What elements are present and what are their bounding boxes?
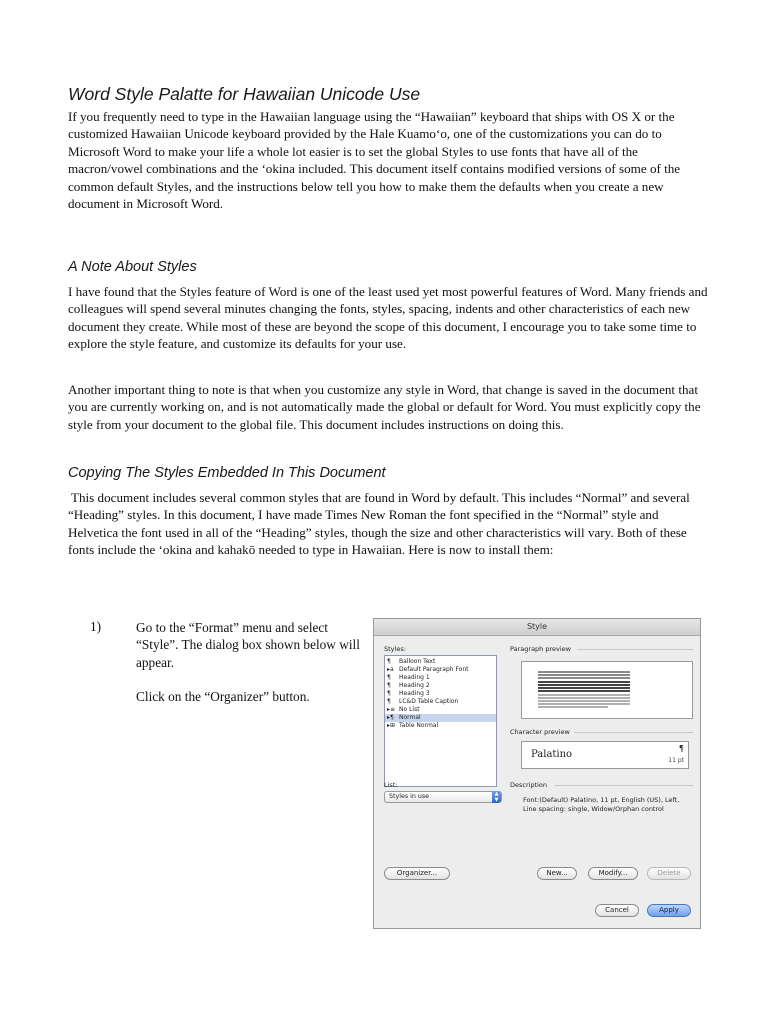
character-preview-size: 11 pt	[668, 757, 684, 764]
paragraph-preview-box	[521, 661, 693, 719]
style-name: Normal	[399, 714, 421, 721]
step-instruction-organizer: Click on the “Organizer” button.	[136, 689, 310, 705]
styles-note-paragraph-2: Another important thing to note is that when you customize any style in Word, that change is saved in the document that you are currently working on, and is not automatically made the global or default for Word. You must explicitly copy the style from your document to the global file. This document includes instructions on doing this.	[68, 382, 701, 432]
character-preview-font: Palatino	[531, 749, 573, 760]
divider	[555, 785, 693, 786]
style-type-icon: ▸a	[387, 666, 394, 673]
style-type-icon: ¶	[387, 658, 391, 665]
apply-button[interactable]: Apply	[647, 904, 691, 917]
style-list-item[interactable]	[385, 722, 496, 730]
section-heading-copying-styles: Copying The Styles Embedded In This Document	[68, 465, 386, 481]
character-preview-label: Character preview	[510, 728, 570, 736]
paragraph-mark-icon: ¶	[678, 744, 684, 753]
organizer-button[interactable]: Organizer...	[384, 867, 450, 880]
cancel-button[interactable]: Cancel	[595, 904, 639, 917]
description-label: Description	[510, 781, 548, 789]
divider	[577, 649, 693, 650]
list-select-value: Styles in use	[389, 793, 429, 800]
style-list-item[interactable]	[385, 690, 496, 698]
list-select[interactable]	[384, 791, 502, 803]
style-list-item[interactable]	[385, 706, 496, 714]
list-label: List:	[384, 781, 398, 789]
style-list-item[interactable]	[385, 714, 496, 722]
dialog-title-bar: Style	[374, 619, 700, 636]
paragraph-preview-sample	[522, 662, 692, 718]
style-type-icon: ▸¶	[387, 714, 394, 721]
style-name: Table Normal	[399, 722, 439, 729]
style-name: Heading 3	[399, 690, 430, 697]
style-type-icon: ▸≡	[387, 706, 396, 713]
style-list-item[interactable]	[385, 674, 496, 682]
step-instructions	[136, 619, 366, 706]
updown-arrows-icon: ▲ ▼	[492, 791, 501, 803]
style-list-item[interactable]	[385, 666, 496, 674]
style-type-icon: ¶	[387, 698, 391, 705]
style-name: Heading 1	[399, 674, 430, 681]
copying-styles-paragraph: This document includes several common styles that are found in Word by default. This includes “Normal” and several “Heading” styles. In this document, I have made Times New Roman the font specified in the “Normal” style and Helvetica the font used in all of the “Heading” styles, though the size and other characteristics will vary. Both of these fonts include the ‘okina and kahakō needed to type in Hawaiian. Here is now to install them:	[68, 490, 690, 558]
styles-label: Styles:	[384, 645, 406, 653]
style-type-icon: ¶	[387, 682, 391, 689]
intro-paragraph: If you frequently need to type in the Hawaiian language using the “Hawaiian” keyboard that ships with OS X or the customized Hawaiian Unicode keyboard provided by the Hale Kuamo‘o, one of the customizations you can do to Microsoft Word to make your life a whole lot easier is to set the global Styles to use fonts that have all of the macron/vowel combinations and the ‘okina included. This document itself contains modified versions of some of the common default Styles, and the instructions below tell you how to make them the defaults when you create a new document in Microsoft Word.	[68, 109, 681, 212]
style-name: Heading 2	[399, 682, 430, 689]
paragraph-preview-label: Paragraph preview	[510, 645, 571, 653]
new-button[interactable]: New...	[537, 867, 577, 880]
style-name: LC&D Table Caption	[399, 698, 459, 705]
style-dialog	[373, 618, 701, 929]
style-type-icon: ¶	[387, 690, 391, 697]
step-instruction-format-menu: Go to the “Format” menu and select “Style”. The dialog box shown below will appear.	[136, 620, 360, 670]
style-name: Balloon Text	[399, 658, 436, 665]
styles-list[interactable]	[384, 655, 497, 787]
styles-note-paragraph-1: I have found that the Styles feature of Word is one of the least used yet most powerful features of Word. Many friends and colleagues will spend several minutes changing the fonts, styles, spacing, indents and other characteristics of each new document they create. While most of these are beyond the scope of this document, I encourage you to take some time to explore the style feature, and customize its defaults for your use.	[68, 284, 708, 352]
document-title: Word Style Palatte for Hawaiian Unicode Use	[68, 84, 421, 104]
style-list-item[interactable]	[385, 658, 496, 666]
style-name: No List	[399, 706, 420, 713]
character-preview-box	[521, 741, 689, 769]
style-list-item[interactable]	[385, 698, 496, 706]
style-type-icon: ¶	[387, 674, 391, 681]
section-heading-styles-note: A Note About Styles	[68, 259, 197, 275]
style-list-item[interactable]	[385, 682, 496, 690]
step-number: 1)	[90, 619, 102, 634]
divider	[574, 732, 693, 733]
delete-button[interactable]: Delete	[647, 867, 691, 880]
style-name: Default Paragraph Font	[399, 666, 469, 673]
description-text: Font:(Default) Palatino, 11 pt, English (US), Left, Line spacing: single, Widow/Orphan control	[523, 796, 680, 813]
modify-button[interactable]: Modify...	[588, 867, 638, 880]
style-type-icon: ▸⊞	[387, 722, 396, 729]
